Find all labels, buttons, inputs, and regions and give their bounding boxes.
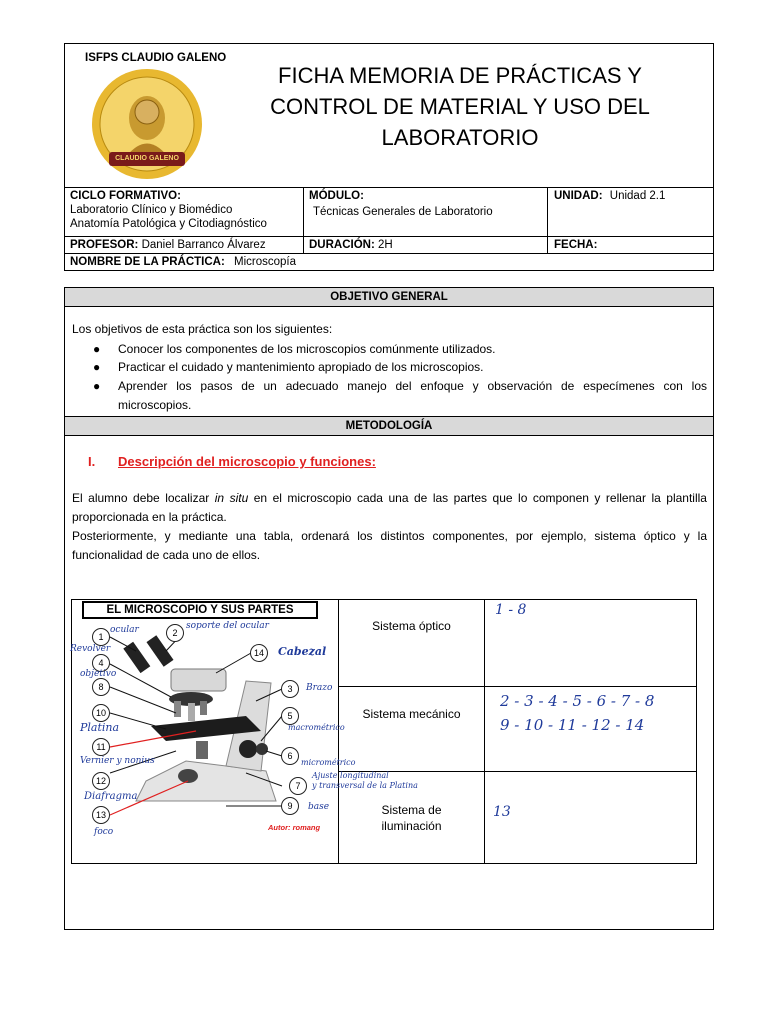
part-number-8: 8 — [92, 678, 110, 696]
title-line-3: LABORATORIO — [381, 125, 539, 150]
duracion-value: 2H — [378, 239, 393, 251]
answer-mecanico-2: 9 - 10 - 11 - 12 - 14 — [500, 716, 645, 734]
fecha-label: FECHA: — [554, 239, 598, 251]
part-number-6: 6 — [281, 747, 299, 765]
unidad-value: Unidad 2.1 — [609, 190, 666, 202]
answer-iluminacion: 13 — [493, 804, 511, 820]
answer-divider — [484, 599, 485, 864]
metodologia-p2-line2: funcionalidad de cada uno de ellos. — [72, 548, 261, 562]
title-line-1: FICHA MEMORIA DE PRÁCTICAS Y — [278, 63, 642, 88]
objetivo-item-2: Practicar el cuidado y mantenimiento apropiado de los microscopios. — [118, 360, 484, 374]
label-ocular: ocular — [110, 625, 139, 635]
label-revolver: Revolver — [70, 644, 111, 654]
label-foco: foco — [94, 827, 114, 837]
label-platina: Platina — [80, 721, 120, 734]
bullet-dot-1: ● — [93, 342, 101, 356]
metodologia-p2-line1: Posteriormente, y mediante una tabla, ordenará los distintos componentes, por ejemplo, sistema óptico y la — [72, 529, 707, 543]
unidad-cell — [547, 187, 714, 237]
row-label-optico: Sistema óptico — [372, 619, 451, 633]
fecha-cell — [547, 236, 714, 254]
part-number-3: 3 — [281, 680, 299, 698]
title-line-2: CONTROL DE MATERIAL Y USO DEL — [270, 94, 650, 119]
metodologia-p1 — [72, 489, 707, 508]
part-number-1: 1 — [92, 628, 110, 646]
profesor-cell — [64, 236, 304, 254]
label-soporte: soporte del ocular — [186, 621, 269, 631]
metodologia-header: METODOLOGÍA — [64, 416, 714, 436]
ciclo-value-2: Anatomía Patológica y Citodiagnóstico — [70, 218, 267, 230]
part-number-2: 2 — [166, 624, 184, 642]
answer-optico: 1 - 8 — [495, 602, 527, 618]
objetivo-item-3-cont: microscopios. — [118, 398, 192, 412]
modulo-cell — [303, 187, 548, 237]
section-number: I. — [88, 454, 96, 469]
bullet-dot-3: ● — [93, 379, 101, 393]
part-number-10: 10 — [92, 704, 110, 722]
figure-title: EL MICROSCOPIO Y SUS PARTES — [82, 601, 318, 619]
label-cabezal: Cabezal — [278, 645, 327, 658]
objetivo-item-1: Conocer los componentes de los microscopios comúnmente utilizados. — [118, 342, 496, 356]
label-vernier: Vernier y nonius — [80, 756, 155, 766]
label-macrometrico: macrométrico — [288, 723, 345, 732]
label-objetivo: objetivo — [80, 669, 117, 679]
row-divider-1 — [338, 686, 697, 687]
label-diafragma: Diafragma — [84, 791, 138, 802]
institution-name: ISFPS CLAUDIO GALENO — [85, 52, 227, 64]
row-label-iluminacion-1: Sistema de — [381, 803, 442, 817]
header-box — [64, 43, 714, 188]
part-number-14: 14 — [250, 644, 268, 662]
duracion-cell — [303, 236, 548, 254]
part-number-11: 11 — [92, 738, 110, 756]
profesor-label: PROFESOR: — [70, 239, 139, 251]
practica-cell — [64, 253, 714, 271]
metodologia-p1-line2: proporcionada en la práctica. — [72, 510, 227, 524]
part-number-7: 7 — [289, 777, 307, 795]
bullet-dot-2: ● — [93, 360, 101, 374]
row-label-mecanico: Sistema mecánico — [362, 707, 461, 721]
label-brazo: Brazo — [306, 683, 333, 693]
ciclo-value-1: Laboratorio Clínico y Biomédico — [70, 204, 233, 216]
objetivo-header: OBJETIVO GENERAL — [64, 287, 714, 307]
part-number-9: 9 — [281, 797, 299, 815]
answer-mecanico-1: 2 - 3 - 4 - 5 - 6 - 7 - 8 — [500, 692, 655, 710]
ciclo-label: CICLO FORMATIVO: — [70, 190, 181, 202]
row-label-iluminacion-2: iluminación — [381, 819, 442, 833]
label-ajuste-2: y transversal de la Platina — [312, 781, 418, 790]
p1-text-a: El alumno debe localizar — [72, 491, 215, 505]
practica-value: Microscopía — [234, 256, 297, 268]
modulo-value: Técnicas Generales de Laboratorio — [313, 206, 493, 218]
row-label-iluminacion — [339, 802, 484, 834]
p1-text-b: en el microscopio cada una de las partes que lo componen y rellenar la plantilla — [248, 491, 707, 505]
institution-logo — [87, 66, 207, 184]
modulo-label: MÓDULO: — [309, 190, 364, 202]
ciclo-cell — [64, 187, 304, 237]
unidad-label: UNIDAD: — [554, 190, 603, 202]
label-micrometrico: micrométrico — [301, 758, 356, 767]
logo-banner-text: CLAUDIO GALENO — [115, 155, 179, 162]
label-ajuste: Ajuste longitudinal — [312, 771, 389, 780]
objetivo-intro: Los objetivos de esta práctica son los siguientes: — [72, 322, 333, 336]
part-number-5: 5 — [281, 707, 299, 725]
label-base: base — [308, 802, 330, 812]
practica-label: NOMBRE DE LA PRÁCTICA: — [70, 256, 225, 268]
part-number-13: 13 — [92, 806, 110, 824]
duracion-label: DURACIÓN: — [309, 239, 375, 251]
profesor-value: Daniel Barranco Álvarez — [141, 239, 266, 251]
figure-author: Autor: romang — [268, 823, 321, 832]
section-title: Descripción del microscopio y funciones: — [118, 454, 376, 469]
part-number-4: 4 — [92, 654, 110, 672]
document-title — [235, 60, 685, 153]
part-number-12: 12 — [92, 772, 110, 790]
p1-italic: in situ — [214, 491, 249, 505]
objetivo-item-3: Aprender los pasos de un adecuado manejo del enfoque y observación de especímenes con los — [118, 379, 707, 393]
row-divider-2 — [338, 771, 697, 772]
